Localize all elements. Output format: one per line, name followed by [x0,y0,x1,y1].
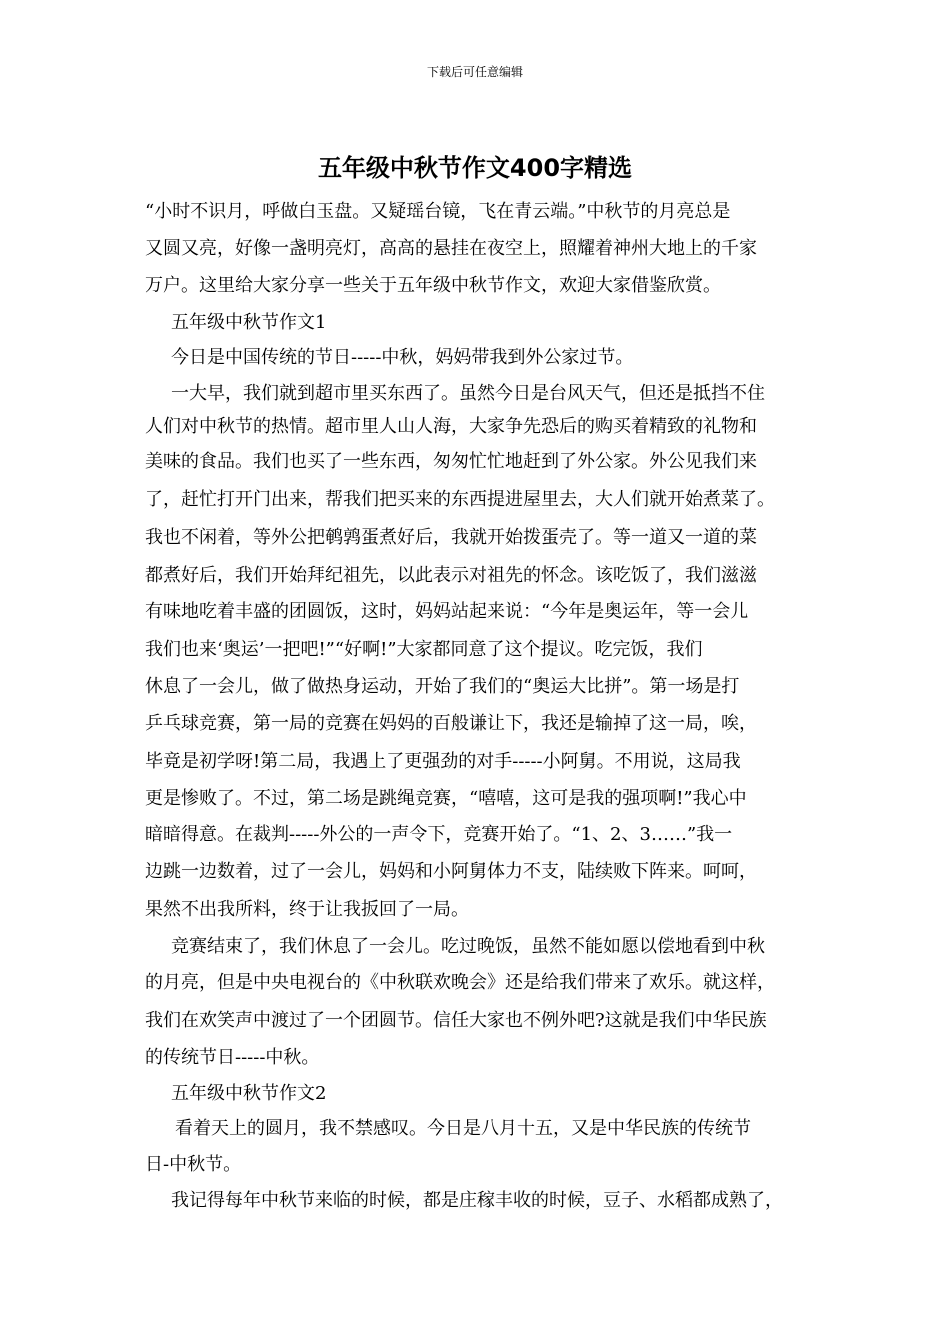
essay1-line-8: 有味地吃着丰盛的团圆饭，这时，妈妈站起来说：“今年是奥运年，等一会儿 [145,601,749,622]
intro-line-2: 又圆又亮，好像一盏明亮灯，高高的悬挂在夜空上，照耀着神州大地上的千家 [145,238,757,259]
essay1-line-20: 的传统节日-----中秋。 [145,1047,320,1068]
section-heading-2: 五年级中秋节作文2 [171,1083,327,1104]
essay1-line-14: 暗暗得意。在裁判-----外公的一声令下，竞赛开始了。“1、2、3……”我一 [145,824,733,845]
essay1-line-1: 今日是中国传统的节日-----中秋，妈妈带我到外公家过节。 [171,347,634,368]
document-title: 五年级中秋节作文400字精选 [317,154,633,182]
essay2-line-1: 看着天上的圆月，我不禁感叹。今日是八月十五，又是中华民族的传统节 [175,1118,751,1139]
essay1-line-19: 我们在欢笑声中渡过了一个团圆节。信任大家也不例外吧?这就是我们中华民族 [145,1010,767,1031]
essay1-line-9: 我们也来‘奥运’一把吧!”“好啊!”大家都同意了这个提议。吃完饭，我们 [145,639,703,660]
essay2-line-2: 日-中秋节。 [145,1154,242,1175]
essay1-line-3: 人们对中秋节的热情。超市里人山人海，大家争先恐后的购买着精致的礼物和 [145,416,757,437]
essay1-line-7: 都煮好后，我们开始拜纪祖先，以此表示对祖先的怀念。该吃饭了，我们滋滋 [145,565,757,586]
essay1-line-16: 果然不出我所料，终于让我扳回了一局。 [145,899,469,920]
header-note: 下载后可任意编辑 [426,65,523,79]
essay1-line-2: 一大早，我们就到超市里买东西了。虽然今日是台风天气，但还是抵挡不住 [171,383,765,404]
essay1-line-6: 我也不闲着，等外公把鹌鹑蛋煮好后，我就开始拨蛋壳了。等一道又一道的菜 [145,527,757,548]
essay1-line-10: 休息了一会儿，做了做热身运动，开始了我们的“奥运大比拼”。第一场是打 [145,676,740,697]
intro-line-3: 万户。这里给大家分享一些关于五年级中秋节作文，欢迎大家借鉴欣赏。 [145,275,721,296]
essay1-line-17: 竞赛结束了，我们休息了一会儿。吃过晚饭，虽然不能如愿以偿地看到中秋 [171,936,765,957]
essay1-line-18: 的月亮，但是中央电视台的《中秋联欢晚会》还是给我们带来了欢乐。就这样， [145,972,775,993]
essay1-line-11: 乒乓球竞赛，第一局的竞赛在妈妈的百般谦让下，我还是输掉了这一局，唉， [145,713,757,734]
essay1-line-5: 了，赶忙打开门出来，帮我们把买来的东西提进屋里去，大人们就开始煮菜了。 [145,489,775,510]
essay1-line-4: 美味的食品。我们也买了一些东西，匆匆忙忙地赶到了外公家。外公见我们来 [145,451,757,472]
essay1-line-12: 毕竟是初学呀!第二局，我遇上了更强劲的对手-----小阿舅。不用说，这局我 [145,751,741,772]
essay1-line-15: 边跳一边数着，过了一会儿，妈妈和小阿舅体力不支，陆续败下阵来。呵呵， [145,861,757,882]
section-heading-1: 五年级中秋节作文1 [171,312,327,333]
essay2-line-3: 我记得每年中秋节来临的时候，都是庄稼丰收的时候，豆子、水稻都成熟了， [171,1190,783,1211]
essay1-line-13: 更是惨败了。不过，第二场是跳绳竞赛，“嘻嘻，这可是我的强项啊!”我心中 [145,788,747,809]
intro-line-1: “小时不识月，呼做白玉盘。又疑瑶台镜，飞在青云端。”中秋节的月亮总是 [145,201,731,222]
